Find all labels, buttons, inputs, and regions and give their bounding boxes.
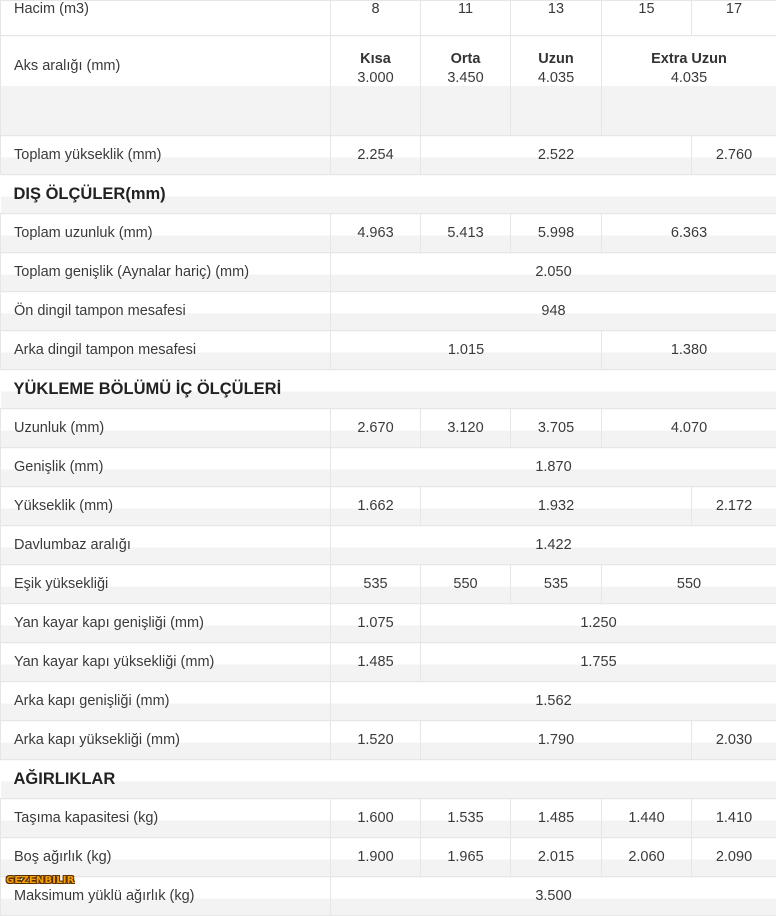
volume-11: 11 [421,1,511,36]
row-label: Davlumbaz aralığı [1,526,331,565]
row-label: Aks aralığı (mm) [1,36,331,136]
cell-value: 1.662 [331,487,421,526]
row-label: Toplam uzunluk (mm) [1,214,331,253]
wheelbase-name: Kısa [331,50,420,69]
row-label: Eşik yüksekliği [1,565,331,604]
row-label: Genişlik (mm) [1,448,331,487]
row-label: Yükseklik (mm) [1,487,331,526]
cargo-width-row [1,448,776,487]
row-label: Ön dingil tampon mesafesi [1,292,331,331]
cell-value: 2.254 [331,136,421,175]
wheel-arch-row [1,526,776,565]
wheelbase-row [1,36,776,136]
max-weight-row [1,877,776,916]
cell-value: 3.120 [421,409,511,448]
wheelbase-long [511,36,602,136]
cargo-height-row [1,487,776,526]
volume-15: 15 [602,1,692,36]
row-label: Yan kayar kapı genişliği (mm) [1,604,331,643]
cell-value: 6.363 [602,214,776,253]
cell-value: 2.015 [511,838,602,877]
row-label: Arka dingil tampon mesafesi [1,331,331,370]
cell-value: 1.520 [331,721,421,760]
row-label: Taşıma kapasitesi (kg) [1,799,331,838]
volume-8: 8 [331,1,421,36]
cell-value: 1.075 [331,604,421,643]
row-label: Yan kayar kapı yüksekliği (mm) [1,643,331,682]
cell-value: 2.522 [421,136,692,175]
volume-17: 17 [692,1,776,36]
side-door-width-row [1,604,776,643]
cell-value: 1.755 [421,643,776,682]
row-label: Uzunluk (mm) [1,409,331,448]
cargo-length-row [1,409,776,448]
section-title: AĞIRLIKLAR [1,760,776,799]
rear-door-height-row [1,721,776,760]
cell-value: 535 [511,565,602,604]
row-label: Hacim (m3) [1,1,331,36]
threshold-height-row [1,565,776,604]
cell-value: 1.870 [331,448,776,487]
total-length-row [1,214,776,253]
section-title: DIŞ ÖLÇÜLER(mm) [1,175,776,214]
wheelbase-short [331,36,421,136]
cell-value: 2.030 [692,721,776,760]
cell-value: 2.172 [692,487,776,526]
row-label: Arka kapı yüksekliği (mm) [1,721,331,760]
wheelbase-value: 4.035 [511,69,601,88]
cell-value: 2.050 [331,253,776,292]
rear-overhang-row [1,331,776,370]
cell-value: 2.760 [692,136,776,175]
total-width-row [1,253,776,292]
cell-value: 1.440 [602,799,692,838]
cell-value: 5.413 [421,214,511,253]
section-header-exterior [1,175,776,214]
cell-value: 550 [602,565,776,604]
cell-value: 1.380 [602,331,776,370]
side-door-height-row [1,643,776,682]
empty-weight-row [1,838,776,877]
row-label: Toplam yükseklik (mm) [1,136,331,175]
wheelbase-medium [421,36,511,136]
cell-value: 1.965 [421,838,511,877]
cell-value: 1.422 [331,526,776,565]
front-overhang-row [1,292,776,331]
cell-value: 1.410 [692,799,776,838]
cell-value: 1.600 [331,799,421,838]
cell-value: 1.790 [421,721,692,760]
cell-value: 2.090 [692,838,776,877]
volume-header-row [1,1,776,36]
cell-value: 4.070 [602,409,776,448]
wheelbase-name: Uzun [511,50,601,69]
cell-value: 1.250 [421,604,776,643]
cell-value: 5.998 [511,214,602,253]
cell-value: 1.485 [331,643,421,682]
wheelbase-extra-long [602,36,776,136]
total-height-row [1,136,776,175]
cell-value: 948 [331,292,776,331]
cell-value: 2.060 [602,838,692,877]
row-label: Toplam genişlik (Aynalar hariç) (mm) [1,253,331,292]
cell-value: 1.932 [421,487,692,526]
wheelbase-value: 4.035 [602,69,776,88]
cell-value: 2.670 [331,409,421,448]
row-label: Maksimum yüklü ağırlık (kg) [1,877,331,916]
row-label: Arka kapı genişliği (mm) [1,682,331,721]
cell-value: 1.015 [331,331,602,370]
cell-value: 1.562 [331,682,776,721]
cell-value: 550 [421,565,511,604]
cell-value: 4.963 [331,214,421,253]
section-header-weights [1,760,776,799]
row-label: Boş ağırlık (kg) [1,838,331,877]
volume-13: 13 [511,1,602,36]
watermark-logo: GEZENBILIR [6,875,75,886]
cell-value: 3.500 [331,877,776,916]
rear-door-width-row [1,682,776,721]
cell-value: 1.485 [511,799,602,838]
wheelbase-value: 3.450 [421,69,510,88]
wheelbase-name: Orta [421,50,510,69]
cell-value: 535 [331,565,421,604]
cell-value: 3.705 [511,409,602,448]
section-title: YÜKLEME BÖLÜMÜ İÇ ÖLÇÜLERİ [1,370,776,409]
cell-value: 1.900 [331,838,421,877]
wheelbase-value: 3.000 [331,69,420,88]
wheelbase-name: Extra Uzun [602,50,776,69]
cell-value: 1.535 [421,799,511,838]
payload-row [1,799,776,838]
section-header-cargo [1,370,776,409]
